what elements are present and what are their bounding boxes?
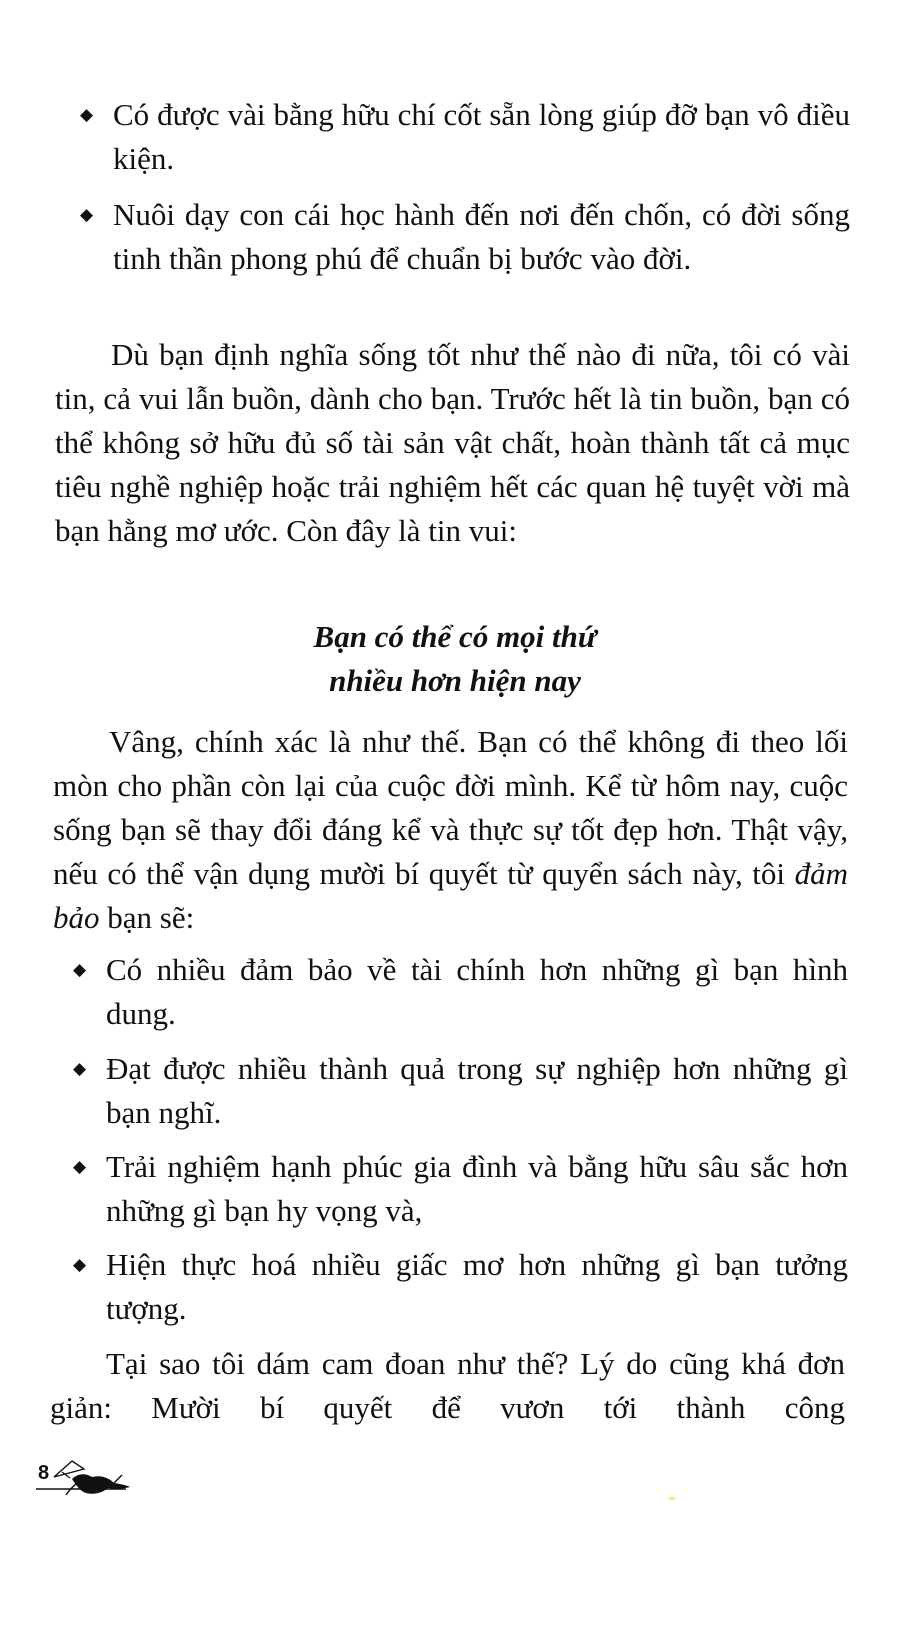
list-item-text: Có nhiều đảm bảo về tài chính hơn những gì bạn hình dung. [106,952,848,1031]
list-item [80,93,850,181]
list-item [80,193,850,281]
paragraph: Tại sao tôi dám cam đoan như thế? Lý do cũng khá đơn giản: Mười bí quyết để vươn tới thành công [50,1346,845,1425]
list-item [73,948,848,1036]
page-number: 8 [38,1462,50,1484]
scan-speck [669,1497,675,1500]
list-item-text: Trải nghiệm hạnh phúc gia đình và bằng hữu sâu sắc hơn những gì bạn hy vọng và, [106,1149,848,1228]
diamond-bullet-icon: ◆ [73,960,87,979]
list-item [73,1047,848,1135]
list-item-text: Nuôi dạy con cái học hành đến nơi đến chốn, có đời sống tinh thần phong phú để chuẩn bị bước vào đời. [113,197,850,276]
diamond-bullet-icon: ◆ [80,105,94,124]
list-item-text: Đạt được nhiều thành quả trong sự nghiệp hơn những gì bạn nghĩ. [106,1051,848,1130]
paragraph: Dù bạn định nghĩa sống tốt như thế nào đi nữa, tôi có vài tin, cả vui lẫn buồn, dành cho bạn. Trước hết là tin buồn, bạn có thể không sở hữu đủ số tài sản vật chất, hoàn thành tất cả mục tiêu nghề nghiệp hoặc trải nghiệm hết các quan hệ tuyệt vời mà bạn hằng mơ ước. Còn đây là tin vui: [55,337,850,548]
diamond-bullet-icon: ◆ [80,205,94,224]
diamond-bullet-icon: ◆ [73,1255,87,1274]
diamond-bullet-icon: ◆ [73,1059,87,1078]
diamond-bullet-icon: ◆ [73,1157,87,1176]
paragraph-text: bạn sẽ: [99,900,195,935]
paragraph [53,720,848,940]
paragraph-text: Vâng, chính xác là như thế. Bạn có thể không đi theo lối mòn cho phần còn lại của cuộc đời mình. Kể từ hôm nay, cuộc sống bạn sẽ thay đổi đáng kể và thực sự tốt đẹp hơn. Thật vậy, nếu có thể vận dụng mười bí quyết từ quyển sách này, tôi [53,724,848,891]
section-heading-line: nhiều hơn hiện nay [329,663,581,698]
list-item-text: Có được vài bằng hữu chí cốt sẵn lòng giúp đỡ bạn vô điều kiện. [113,97,850,176]
section-heading-line: Bạn có thể có mọi thứ [313,619,597,654]
emphasis-text: đảm bảo [53,856,848,935]
list-item [73,1145,848,1233]
list-item-text: Hiện thực hoá nhiều giấc mơ hơn những gì bạn tưởng tượng. [106,1247,848,1326]
list-item [73,1243,848,1331]
page-footer [22,1455,142,1505]
